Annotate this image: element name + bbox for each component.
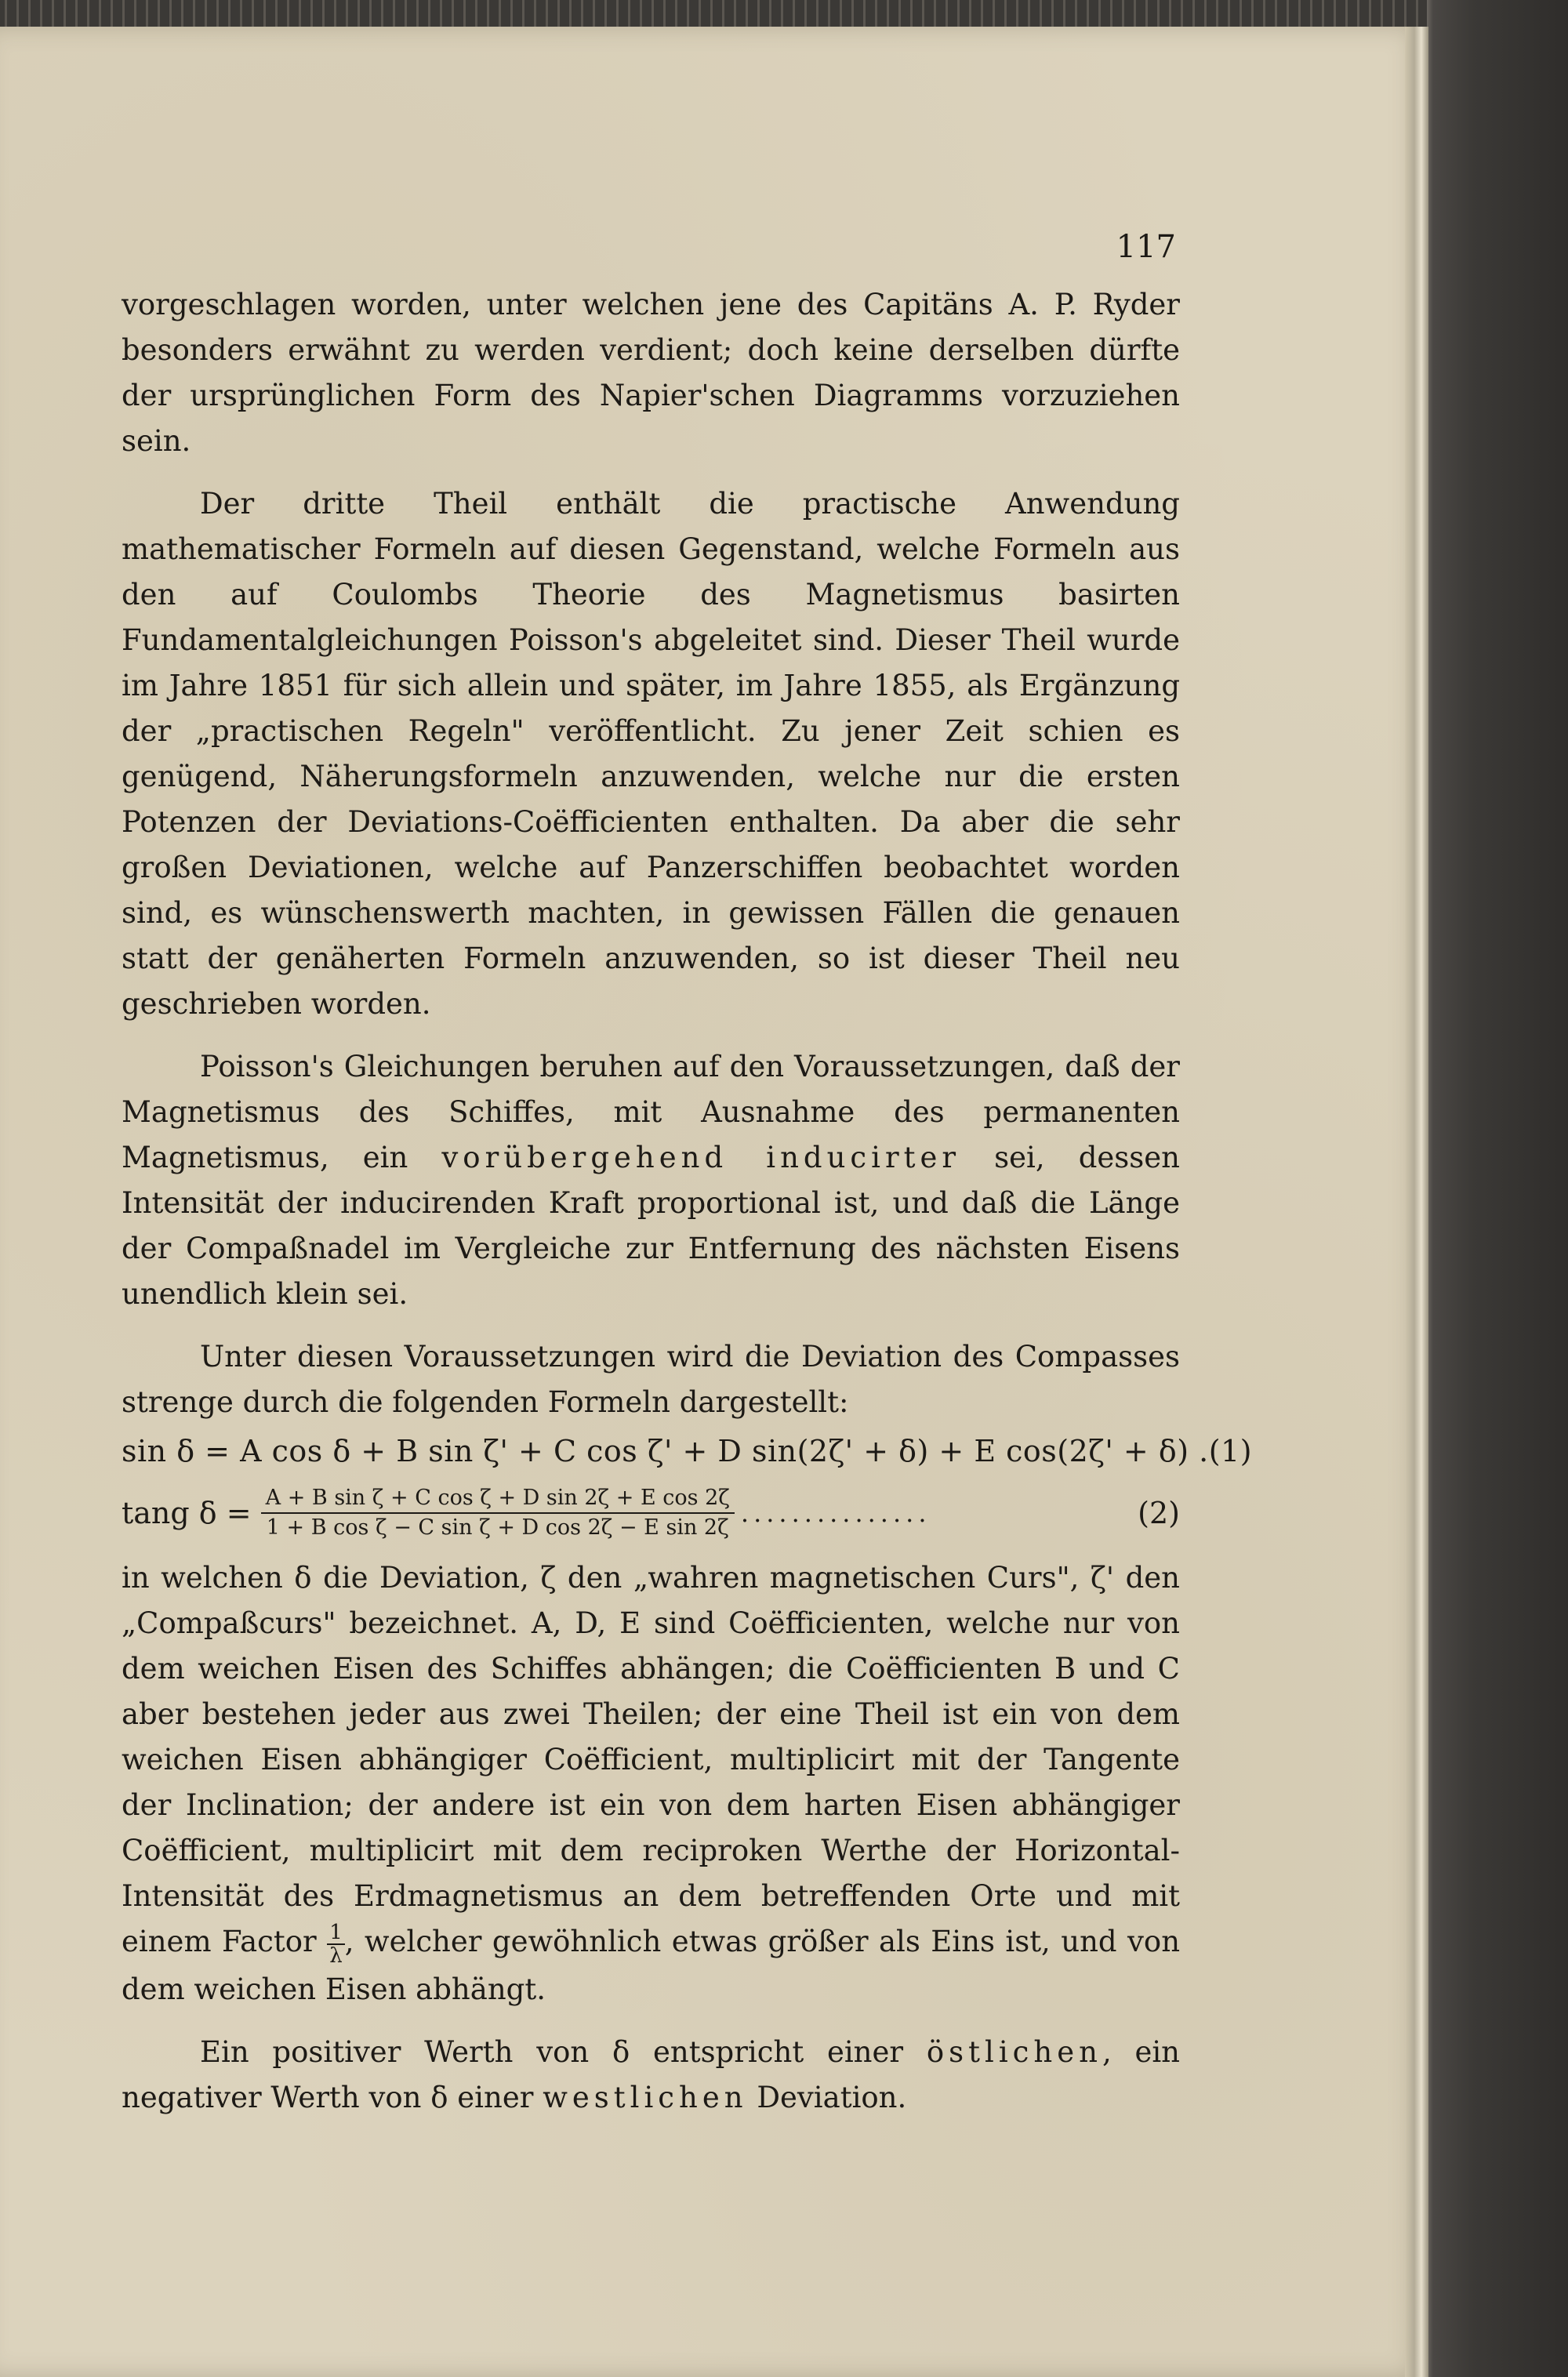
formula-2-denominator: 1 + B cos ζ − C sin ζ + D cos 2ζ − E sin 2ζ (266, 1515, 729, 1540)
factor-numerator: 1 (327, 1922, 345, 1945)
book-binding-top (0, 0, 1427, 28)
book-cover-edge (1427, 0, 1568, 2377)
formula-1: sin δ = A cos δ + B sin ζ' + C cos ζ' + D sin(2ζ' + δ) + E cos(2ζ' + δ) .(1) (122, 1434, 1253, 1468)
paragraph-5-part-a: in welchen δ die Deviation, ζ den „wahren magnetischen Curs", ζ' den „Compaßcurs" bezeichnet. A, D, E sind Coëfficienten, welche nur von dem weichen Eisen des Schiffes abhängen; die Coëfficienten B und C aber bestehen jeder aus zwei Theilen; der eine Theil ist ein von dem weichen Eisen abhängiger Coëfficient, multiplicirt mit der Tangente der Inclination; der andere ist ein von dem harten Eisen abhängiger Coëfficient, multiplicirt mit dem reciproken Werthe der Horizontal-Intensität des Erdmagnetismus an dem betreffenden Orte und mit einem Factor (122, 1561, 1180, 1958)
paragraph-3-emphasis: vorübergehend inducirter (441, 1141, 961, 1174)
paragraph-5-part-b: , welcher gewöhnlich etwas größer als Eins ist, und von dem weichen Eisen abhängt. (122, 1925, 1181, 2006)
paragraph-3-part-b: sei, dessen Intensität der inducirenden Kraft proportional ist, und daß die Länge der Compaßnadel im Vergleiche zur Entfernung des nächsten Eisens unendlich klein sei. (122, 1141, 1180, 1311)
formula-2-lhs: tang δ = (122, 1496, 252, 1530)
paragraph-2: Der dritte Theil enthält die practische Anwendung mathematischer Formeln auf diesen Gegenstand, welche Formeln aus den auf Coulombs Theorie des Magnetismus basirten Fundamentalgleichungen Poisson's abgeleitet sind. Dieser Theil wurde im Jahre 1851 für sich allein und später, im Jahre 1855, als Ergänzung der „practischen Regeln" veröffentlicht. Zu jener Zeit schien es genügend, Näherungsformeln anzuwenden, welche nur die ersten Potenzen der Deviations-Coëfficienten enthalten. Da aber die sehr großen Deviationen, welche auf Panzerschiffen beobachtet worden sind, es wünschenswerth machten, in gewissen Fällen die genauen statt der genäherten Formeln anzuwenden, so ist dieser Theil neu geschrieben worden. (122, 487, 1180, 1021)
paragraph-3-part-a: Poisson's Gleichungen beruhen auf den Voraussetzungen, daß der Magnetismus des Schiffes, mit Ausnahme des permanenten Magnetismus, ein (122, 1050, 1180, 1174)
formula-2-dots: ............... (740, 1498, 931, 1528)
formula-2-numerator: A + B sin ζ + C cos ζ + D sin 2ζ + E cos 2ζ (261, 1484, 735, 1514)
formula-2-label: (2) (1138, 1496, 1180, 1530)
paragraph-6-part-c: Deviation. (757, 2080, 907, 2114)
paragraph-1: vorgeschlagen worden, unter welchen jene des Capitäns A. P. Ryder besonders erwähnt zu werden verdient; doch keine derselben dürfte der ursprünglichen Form des Napier'schen Diagramms vorzuziehen sein. (122, 288, 1180, 458)
factor-fraction (327, 1922, 345, 1967)
formula-2-fraction (261, 1484, 735, 1542)
paragraph-4: Unter diesen Voraussetzungen wird die Deviation des Compasses strenge durch die folgenden Formeln dargestellt: (122, 1340, 1180, 1419)
page-fold-edge (1405, 27, 1428, 2377)
paragraph-3 (122, 1044, 1180, 1317)
formula-2 (122, 1477, 1180, 1549)
paragraph-6-part-a: Ein positiver Werth von δ entspricht einer (200, 2034, 904, 2069)
factor-denominator: λ (329, 1943, 343, 1968)
paragraph-6-emphasis-1: östlichen (926, 2034, 1102, 2069)
page-text (122, 282, 1253, 2138)
paragraph-6 (122, 2030, 1180, 2121)
paragraph-5 (122, 1555, 1180, 2012)
paragraph-6-part-b: , ein negativer Werth von δ einer (122, 2034, 1181, 2114)
paragraph-6-emphasis-2: westlichen (543, 2080, 748, 2114)
page-number: 117 (1116, 229, 1176, 265)
